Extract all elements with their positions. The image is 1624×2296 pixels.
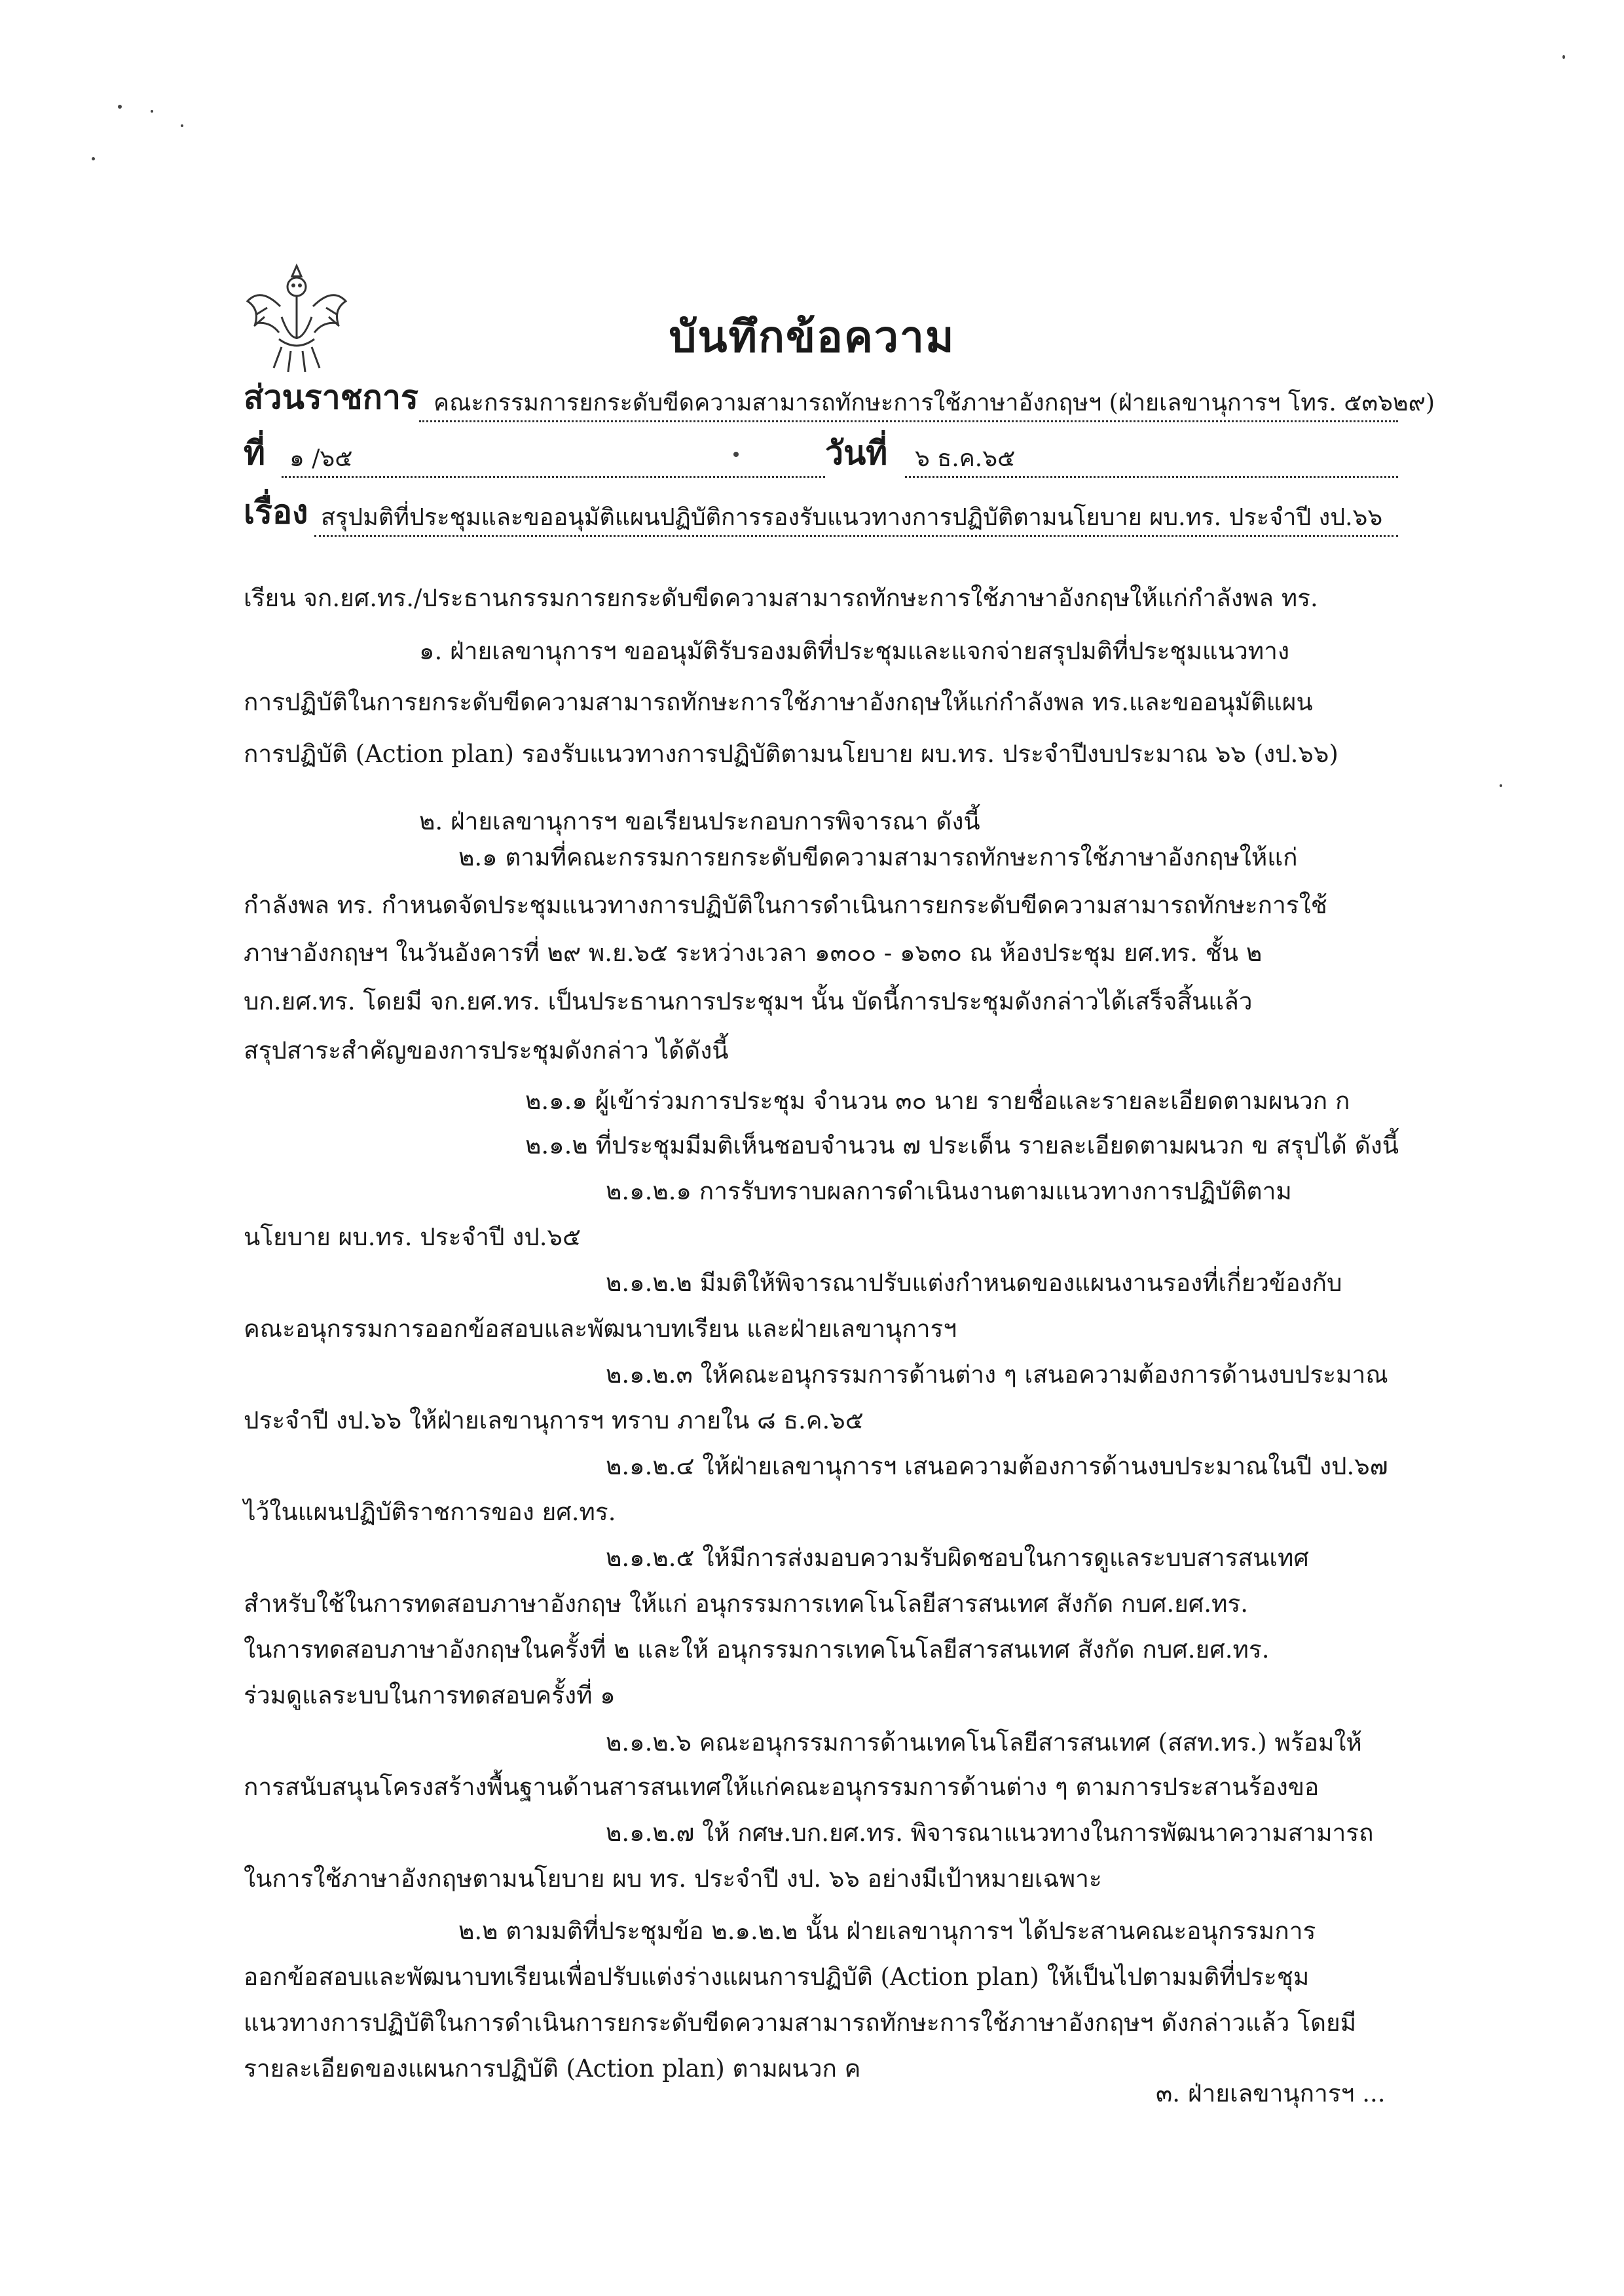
scan-speck [92, 157, 95, 160]
body-line: ภาษาอังกฤษฯ ในวันอังคารที่ ๒๙ พ.ย.๖๕ ระหว่างเวลา ๑๓๐๐ - ๑๖๓๐ ณ ห้องประชุม ยศ.ทร. ชั้น ๒ [244, 939, 1263, 967]
body-line: สรุปสาระสำคัญของการประชุมดังกล่าว ได้ดังนี้ [244, 1036, 729, 1065]
body-line: บก.ยศ.ทร. โดยมี จก.ยศ.ทร. เป็นประธานการประชุมฯ นั้น บัดนี้การประชุมดังกล่าวได้เสร็จสิ้นแล้ว [244, 987, 1253, 1015]
dotted-line [282, 476, 825, 478]
body-line: ๒.๑.๒.๖ คณะอนุกรรมการด้านเทคโนโลยีสารสนเทศ (สสท.ทร.) พร้อมให้ [606, 1728, 1362, 1757]
ref-label: ที่ [244, 433, 265, 472]
body-line: การปฏิบัติในการยกระดับขีดความสามารถทักษะการใช้ภาษาอังกฤษให้แก่กำลังพล ทร.และขออนุมัติแผน [244, 688, 1313, 716]
body-line: รายละเอียดของแผนการปฏิบัติ (Action plan) ตามผนวก ค [244, 2054, 861, 2083]
scan-speck [118, 105, 122, 109]
recipient-line: เรียน จก.ยศ.ทร./ประธานกรรมการยกระดับขีดความสามารถทักษะการใช้ภาษาอังกฤษให้แก่กำลังพล ทร. [244, 584, 1318, 612]
agency-row [244, 378, 1435, 429]
scan-speck [181, 124, 183, 127]
body-line: ๒.๑.๒.๗ ให้ กศษ.บก.ยศ.ทร. พิจารณาแนวทางในการพัฒนาความสามารถ [606, 1819, 1374, 1847]
body-line: ๒.๑.๒.๕ ให้มีการส่งมอบความรับผิดชอบในการดูแลระบบสารสนเทศ [606, 1544, 1309, 1572]
body-line: การปฏิบัติ (Action plan) รองรับแนวทางการปฏิบัติตามนโยบาย ผบ.ทร. ประจำปีงบประมาณ ๖๖ (งป.๖๖) [244, 740, 1338, 768]
body-line: ๒.๑.๒ ที่ประชุมมีมติเห็นชอบจำนวน ๗ ประเด็น รายละเอียดตามผนวก ข สรุปได้ ดังนี้ [525, 1131, 1399, 1159]
subject-label: เรื่อง [244, 492, 308, 531]
body-line: ๒.๑.๑ ผู้เข้าร่วมการประชุม จำนวน ๓๐ นาย รายชื่อและรายละเอียดตามผนวก ก [525, 1087, 1350, 1115]
memo-title: บันทึกข้อความ [669, 311, 955, 362]
body-line: ในการทดสอบภาษาอังกฤษในครั้งที่ ๒ และให้ อนุกรรมการเทคโนโลยีสารสนเทศ สังกัด กบศ.ยศ.ทร. [244, 1635, 1270, 1664]
scan-speck [1562, 55, 1565, 59]
body-line: สำหรับใช้ในการทดสอบภาษาอังกฤษ ให้แก่ อนุกรรมการเทคโนโลยีสารสนเทศ สังกัด กบศ.ยศ.ทร. [244, 1590, 1249, 1618]
ref-value: ๑ /๖๕ [289, 445, 353, 472]
body-line: ๒.๑.๒.๒ มีมติให้พิจารณาปรับแต่งกำหนดของแผนงานรองที่เกี่ยวข้องกับ [606, 1269, 1342, 1297]
agency-label: ส่วนราชการ [244, 378, 418, 416]
subject-value: สรุปมติที่ประชุมและขออนุมัติแผนปฏิบัติการรองรับแนวทางการปฏิบัติตามนโยบาย ผบ.ทร. ประจำปี งป.๖๖ [321, 504, 1383, 531]
body-line: ๒. ฝ่ายเลขานุการฯ ขอเรียนประกอบการพิจารณา ดังนี้ [419, 807, 980, 835]
scan-speck [151, 110, 153, 113]
date-label: วันที่ [825, 433, 888, 472]
body-line: ๒.๑ ตามที่คณะกรรมการยกระดับขีดความสามารถทักษะการใช้ภาษาอังกฤษให้แก่ [458, 843, 1298, 871]
body-line: นโยบาย ผบ.ทร. ประจำปี งป.๖๕ [244, 1223, 581, 1251]
body-line: ๑. ฝ่ายเลขานุการฯ ขออนุมัติรับรองมติที่ประชุมและแจกจ่ายสรุปมติที่ประชุมแนวทาง [419, 637, 1290, 665]
next-page-marker: ๓. ฝ่ายเลขานุการฯ ... [1156, 2079, 1386, 2107]
body-line: ๒.๑.๒.๓ ให้คณะอนุกรรมการด้านต่าง ๆ เสนอความต้องการด้านงบประมาณ [606, 1360, 1388, 1389]
body-line: กำลังพล ทร. กำหนดจัดประชุมแนวทางการปฏิบัติในการดำเนินการยกระดับขีดความสามารถทักษะการใช้ [244, 891, 1327, 919]
body-line: ไว้ในแผนปฏิบัติราชการของ ยศ.ทร. [244, 1498, 616, 1526]
body-line: ออกข้อสอบและพัฒนาบทเรียนเพื่อปรับแต่งร่างแผนการปฏิบัติ (Action plan) ให้เป็นไปตามมติที่ประชุม [244, 1963, 1310, 1991]
body-line: ๒.๑.๒.๔ ให้ฝ่ายเลขานุการฯ เสนอความต้องการด้านงบประมาณในปี งป.๖๗ [606, 1452, 1388, 1480]
date-value: ๖ ธ.ค.๖๕ [915, 445, 1016, 472]
body-line: การสนับสนุนโครงสร้างพื้นฐานด้านสารสนเทศให้แก่คณะอนุกรรมการด้านต่าง ๆ ตามการประสานร้องขอ [244, 1773, 1320, 1801]
body-line: ร่วมดูแลระบบในการทดสอบครั้งที่ ๑ [244, 1681, 616, 1709]
body-line: ๒.๒ ตามมติที่ประชุมข้อ ๒.๑.๒.๒ นั้น ฝ่ายเลขานุการฯ ได้ประสานคณะอนุกรรมการ [458, 1917, 1316, 1945]
body-line: ประจำปี งป.๖๖ ให้ฝ่ายเลขานุการฯ ทราบ ภายใน ๘ ธ.ค.๖๕ [244, 1406, 864, 1434]
body-line: ๒.๑.๒.๑ การรับทราบผลการดำเนินงานตามแนวทางการปฏิบัติตาม [606, 1177, 1292, 1205]
subject-row [244, 492, 1399, 543]
body-line: ในการใช้ภาษาอังกฤษตามนโยบาย ผบ ทร. ประจำปี งป. ๖๖ อย่างมีเป้าหมายเฉพาะ [244, 1865, 1102, 1893]
body-line: คณะอนุกรรมการออกข้อสอบและพัฒนาบทเรียน และฝ่ายเลขานุการฯ [244, 1315, 957, 1343]
body-line: แนวทางการปฏิบัติในการดำเนินการยกระดับขีดความสามารถทักษะการใช้ภาษาอังกฤษฯ ดังกล่าวแล้ว โดยมี [244, 2009, 1357, 2037]
ref-date-row [244, 433, 1399, 484]
scan-speck [1500, 784, 1502, 787]
agency-value: คณะกรรมการยกระดับขีดความสามารถทักษะการใช้ภาษาอังกฤษฯ (ฝ่ายเลขานุการฯ โทร. ๕๓๖๒๙) [434, 390, 1435, 416]
